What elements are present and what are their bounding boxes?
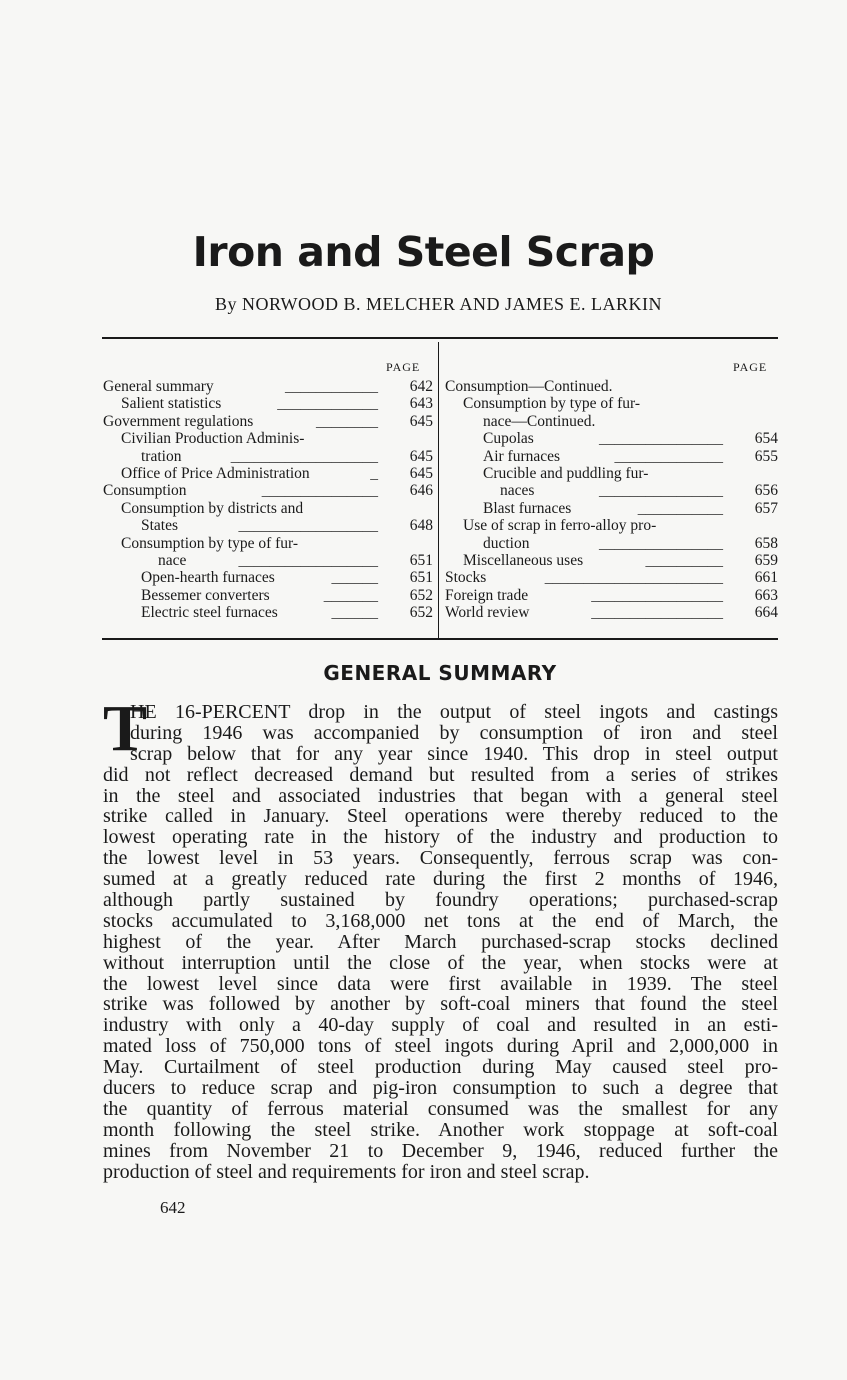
body-text-line: stocks accumulated to 3,168,000 net tons at the end of March, the — [103, 909, 778, 932]
toc-entry-page: 656 — [754, 482, 778, 500]
body-text-line: the quantity of ferrous material consumed was the smallest for any — [103, 1097, 778, 1120]
toc-page-header-right: PAGE — [733, 360, 768, 374]
toc-entry-title: Blast furnaces — [483, 499, 572, 517]
toc-leader-dots: ______ — [331, 569, 378, 587]
toc-entry-page: 651 — [409, 569, 433, 587]
toc-entry-page: 652 — [409, 586, 433, 604]
toc-leader-dots: __________________ — [238, 517, 378, 535]
toc-column-divider — [438, 342, 439, 638]
toc-page-header-left: PAGE — [386, 360, 421, 374]
toc-entry-page: 658 — [754, 534, 778, 552]
toc-leader-dots: ______ — [331, 604, 378, 622]
toc-entry-title: Open-hearth furnaces — [141, 569, 275, 587]
page-title: Iron and Steel Scrap — [192, 228, 655, 276]
toc-leader-dots: _ — [370, 464, 378, 482]
body-text-line: during 1946 was accompanied by consumption of iron and steel — [130, 721, 778, 744]
toc-entry-page: 643 — [409, 395, 433, 413]
toc-leader-dots: ________ — [316, 412, 378, 430]
toc-entry-page: 657 — [754, 499, 778, 517]
toc-entry-title: nace — [158, 551, 187, 569]
toc-entry-title: Foreign trade — [445, 586, 529, 604]
toc-leader-dots: _______ — [323, 586, 378, 604]
toc-entry-title: Consumption — [103, 482, 187, 500]
toc-entry-title: Cupolas — [483, 430, 534, 448]
toc-leader-dots: ___________________ — [230, 447, 378, 465]
body-text-line: did not reflect decreased demand but resulted from a series of strikes — [103, 763, 778, 786]
toc-entry-page: 646 — [409, 482, 433, 500]
toc-entry-title: duction — [483, 534, 530, 552]
toc-entry-title: tration — [141, 447, 182, 465]
toc-entry — [103, 569, 433, 586]
toc-leader-dots: ___________ — [637, 499, 723, 517]
toc-entry — [445, 535, 778, 552]
body-text-line: the lowest level since data were first available in 1939. The steel — [103, 972, 778, 995]
toc-entry-title: Civilian Production Adminis- — [121, 430, 305, 448]
toc-entry — [445, 413, 778, 430]
toc-entry-title: Crucible and puddling fur- — [483, 464, 649, 482]
toc-leader-dots: ________________ — [599, 534, 723, 552]
toc-entry — [103, 587, 433, 604]
toc-leader-dots: ____________ — [285, 378, 378, 395]
toc-entry-title: Consumption—Continued. — [445, 378, 613, 395]
body-text-line: although partly sustained by foundry operations; purchased-scrap — [103, 889, 778, 912]
toc-entry-title: nace—Continued. — [483, 412, 596, 430]
toc-entry — [445, 517, 778, 534]
body-text-line: in the steel and associated industries that began with a general steel — [103, 784, 778, 807]
toc-entry — [103, 378, 433, 395]
toc-entry-title: World review — [445, 604, 530, 622]
toc-leader-dots: _________________ — [591, 604, 723, 622]
toc-entry-title: States — [141, 517, 179, 535]
toc-entry — [445, 448, 778, 465]
toc-entry — [445, 569, 778, 586]
toc-entry-page: 652 — [409, 604, 433, 622]
body-paragraph — [103, 702, 778, 1182]
body-text-line: strike was followed by another by soft-coal miners that found the steel — [103, 993, 778, 1016]
toc-entry-title: Bessemer converters — [141, 586, 270, 604]
toc-leader-dots: ________________ — [599, 430, 723, 448]
toc-entry-title: Consumption by type of fur- — [121, 534, 299, 552]
drop-cap: T — [103, 692, 148, 765]
toc-left-column — [103, 378, 433, 621]
toc-entry-title: Use of scrap in ferro-alloy pro- — [463, 517, 657, 535]
toc-entry-page: 648 — [409, 517, 433, 535]
page-number: 642 — [160, 1198, 186, 1217]
toc-entry — [103, 395, 433, 412]
toc-entry-page: 654 — [754, 430, 778, 448]
toc-entry-page: 645 — [409, 447, 433, 465]
toc-entry-title: Salient statistics — [121, 395, 222, 413]
body-text-line: lowest operating rate in the history of the industry and production to — [103, 826, 778, 849]
toc-entry — [445, 430, 778, 447]
toc-leader-dots: _______________ — [261, 482, 378, 500]
body-text-line: without interruption until the close of the year, when stocks were at — [103, 951, 778, 974]
toc-leader-dots: _________________ — [591, 586, 723, 604]
toc-entry-page: 664 — [754, 604, 778, 622]
toc-entry — [103, 552, 433, 569]
toc-entry — [445, 587, 778, 604]
toc-leader-dots: __________________ — [238, 551, 378, 569]
toc-entry-title: Consumption by type of fur- — [463, 395, 641, 413]
body-text-line: highest of the year. After March purchased-scrap stocks declined — [103, 930, 778, 953]
toc-entry-page: 651 — [409, 551, 433, 569]
toc-entry — [103, 430, 433, 447]
toc-entry — [103, 604, 433, 621]
toc-entry-title: Government regulations — [103, 412, 254, 430]
toc-entry-page: 661 — [754, 569, 778, 587]
body-text-line: scrap below that for any year since 1940. This drop in steel output — [130, 742, 778, 765]
toc-entry — [103, 482, 433, 499]
toc-entry — [445, 378, 778, 395]
toc-leader-dots: _____________ — [277, 395, 378, 413]
toc-entry-page: 659 — [754, 551, 778, 569]
author-byline: By NORWOOD B. MELCHER AND JAMES E. LARKIN — [214, 294, 662, 314]
toc-entry — [445, 465, 778, 482]
toc-entry-page: 645 — [409, 412, 433, 430]
toc-entry — [445, 604, 778, 621]
toc-entry-title: Consumption by districts and — [121, 499, 304, 517]
toc-entry — [103, 448, 433, 465]
toc-entry-title: Office of Price Administration — [121, 464, 310, 482]
toc-leader-dots: ______________ — [614, 447, 723, 465]
toc-bottom-rule — [102, 638, 778, 640]
toc-entry — [445, 552, 778, 569]
body-text-line: industry with only a 40-day supply of coal and resulted in an esti- — [103, 1014, 778, 1037]
toc-right-column — [445, 378, 778, 621]
toc-entry — [445, 482, 778, 499]
toc-entry-title: Stocks — [445, 569, 487, 587]
toc-entry — [103, 535, 433, 552]
toc-entry — [103, 413, 433, 430]
toc-entry-title: Miscellaneous uses — [463, 551, 584, 569]
body-text-line: HE 16-PERCENT drop in the output of steel ingots and castings — [130, 701, 778, 723]
toc-entry — [103, 500, 433, 517]
body-text-line: sumed at a greatly reduced rate during the first 2 months of 1946, — [103, 868, 778, 891]
body-text-line: month following the steel strike. Another work stoppage at soft-coal — [103, 1118, 778, 1141]
toc-entry-page: 655 — [754, 447, 778, 465]
toc-entry-title: Air furnaces — [483, 447, 561, 465]
toc-entry-title: Electric steel furnaces — [141, 604, 278, 622]
toc-entry-title: naces — [500, 482, 535, 500]
toc-entry — [103, 517, 433, 534]
toc-entry — [103, 465, 433, 482]
toc-entry-title: General summary — [103, 378, 214, 395]
toc-top-rule — [102, 337, 778, 339]
body-text-line: ducers to reduce scrap and pig-iron consumption to such a degree that — [103, 1077, 778, 1100]
body-text-line: mines from November 21 to December 9, 1946, reduced further the — [103, 1139, 778, 1162]
body-text-line: mated loss of 750,000 tons of steel ingots during April and 2,000,000 in — [103, 1035, 778, 1058]
toc-entry — [445, 395, 778, 412]
body-text-line: production of steel and requirements for iron and steel scrap. — [103, 1160, 590, 1183]
toc-leader-dots: _______________________ — [544, 569, 723, 587]
toc-entry-page: 645 — [409, 464, 433, 482]
toc-leader-dots: __________ — [645, 551, 723, 569]
body-text-line: the lowest level in 53 years. Consequently, ferrous scrap was con- — [103, 847, 778, 870]
body-text-line: strike called in January. Steel operations were thereby reduced to the — [103, 805, 778, 828]
toc-entry-page: 663 — [754, 586, 778, 604]
body-text-line: May. Curtailment of steel production during May caused steel pro- — [103, 1056, 778, 1079]
section-title: GENERAL SUMMARY — [323, 661, 557, 685]
toc-entry-page: 642 — [409, 378, 433, 395]
toc-entry — [445, 500, 778, 517]
toc-leader-dots: ________________ — [599, 482, 723, 500]
